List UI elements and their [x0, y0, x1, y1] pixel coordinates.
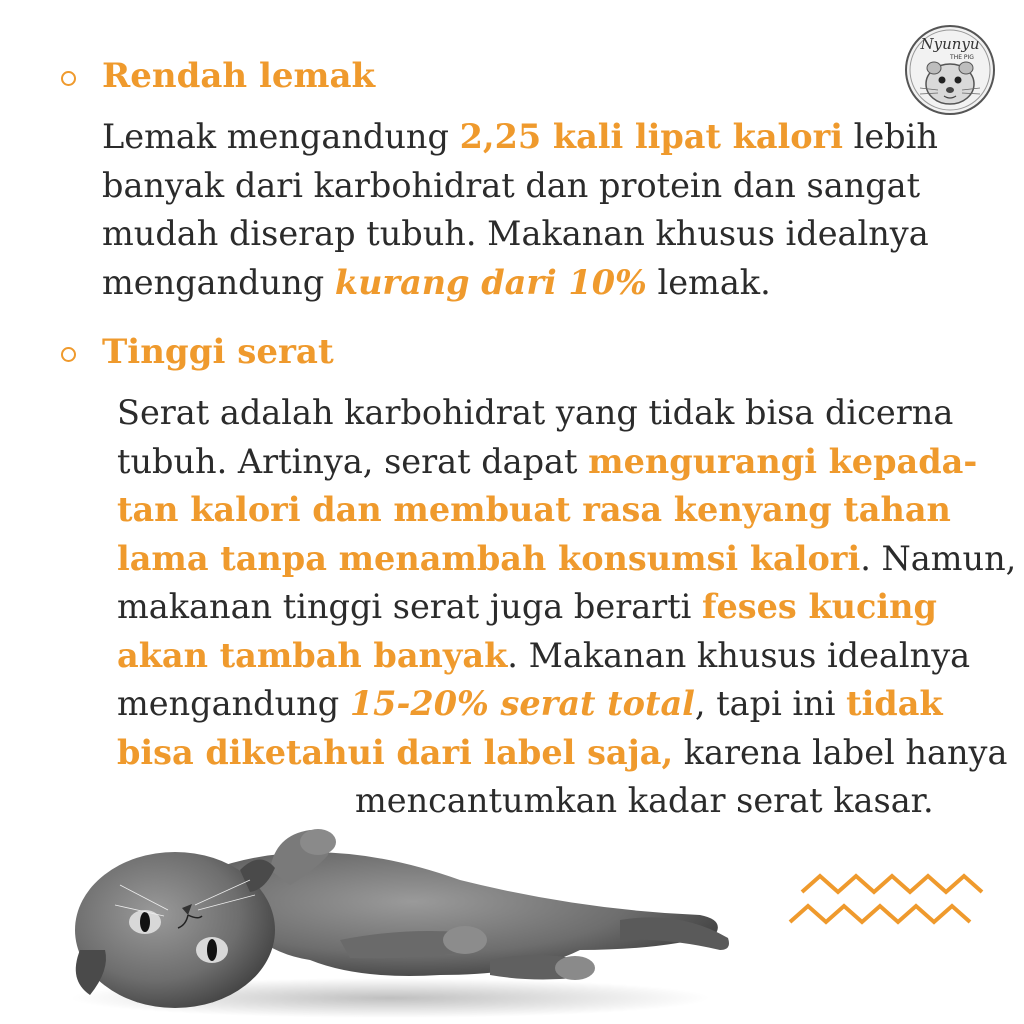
- highlight-text: lama tanpa menambah konsumsi kalori: [117, 538, 861, 578]
- body-text: banyak dari karbohidrat dan protein dan sangat: [102, 165, 921, 205]
- cat-photo: [60, 810, 740, 1020]
- paragraph-line: [117, 438, 977, 486]
- section-heading-tinggi-serat: Tinggi serat: [102, 332, 334, 372]
- circle-bullet-icon: [61, 71, 76, 86]
- paragraph-line: [117, 632, 970, 680]
- paragraph-line: [117, 729, 1007, 777]
- paragraph-line: [102, 113, 938, 161]
- paragraph-line: [102, 162, 920, 210]
- highlight-text: kurang dari 10%: [334, 262, 647, 302]
- nyunyu-logo: [904, 24, 996, 116]
- body-text: . Makanan khusus idealnya: [507, 635, 971, 675]
- paragraph-line: [117, 535, 1016, 583]
- highlight-text: 15-20% serat total: [349, 684, 695, 723]
- body-text: . Namun,: [860, 538, 1017, 578]
- body-text: makanan tinggi serat juga berarti: [117, 587, 703, 626]
- paragraph-line: [117, 486, 951, 534]
- highlight-text: tidak: [846, 684, 943, 723]
- highlight-text: 2,25 kali lipat kalori: [459, 117, 843, 156]
- body-text: mudah diserap tubuh. Makanan khusus idealnya: [102, 214, 929, 253]
- circle-bullet-icon: [61, 347, 76, 362]
- body-text: mencantumkan kadar serat kasar.: [355, 781, 934, 820]
- body-text: mengandung: [102, 262, 335, 302]
- highlight-text: feses kucing: [702, 587, 937, 626]
- paragraph-line: [117, 389, 953, 437]
- highlight-text: akan tambah banyak: [117, 635, 508, 675]
- highlight-text: mengurangi kepada-: [588, 441, 978, 481]
- body-text: Lemak mengandung: [102, 117, 460, 156]
- logo-sub: THE PIG: [950, 54, 974, 61]
- body-text: mengandung: [117, 684, 350, 723]
- section-heading-rendah-lemak: Rendah lemak: [102, 56, 376, 96]
- zigzag-icon: [782, 870, 992, 940]
- body-text: Serat adalah karbohidrat yang tidak bisa dicerna: [117, 393, 954, 432]
- logo-brand: Nyunyu: [920, 35, 980, 53]
- body-text: lebih: [842, 117, 938, 156]
- body-text: , tapi ini: [694, 684, 847, 723]
- body-text: karena label hanya: [673, 732, 1008, 772]
- body-text: lemak.: [646, 262, 771, 302]
- highlight-text: bisa diketahui dari label saja,: [117, 732, 674, 772]
- paragraph-line: [117, 583, 937, 631]
- highlight-text: tan kalori dan membuat rasa kenyang tahan: [117, 490, 951, 529]
- body-text: tubuh. Artinya, serat dapat: [117, 441, 589, 481]
- paragraph-line: [102, 259, 771, 307]
- paragraph-line: [102, 210, 929, 258]
- paragraph-line: [117, 680, 943, 728]
